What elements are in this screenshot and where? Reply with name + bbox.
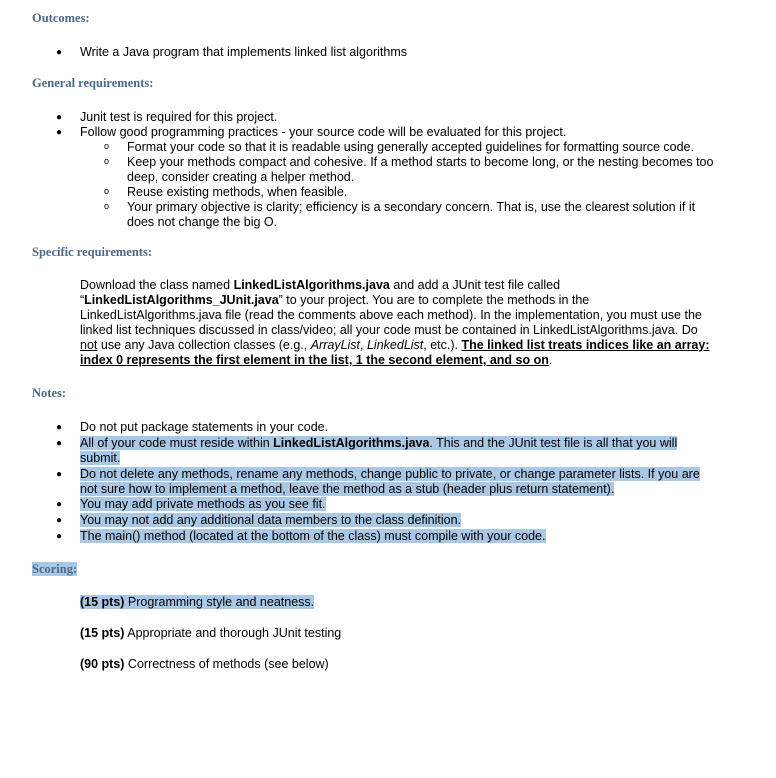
- specific-paragraph-line: linked list techniques discussed in class/video; all your code must be contained in LinkedListAlgorithms.java. Do: [80, 323, 698, 337]
- text: ” to your project. You are to complete the methods in the: [278, 293, 590, 307]
- text: submit.: [80, 451, 121, 465]
- general-subitem: Reuse existing methods, when feasible.: [127, 185, 348, 199]
- bullet-icon: ●: [56, 112, 63, 123]
- class-name: LinkedListAlgorithms.java: [273, 436, 430, 450]
- sub-bullet-icon: o: [104, 141, 110, 151]
- bullet-icon: ●: [56, 515, 63, 526]
- test-file-name: LinkedListAlgorithms_JUnit.java: [84, 293, 279, 307]
- index-rule: index 0 represents the first element in the list, 1 the second element, and so on: [80, 353, 549, 367]
- text: ,: [360, 338, 367, 352]
- general-item: Junit test is required for this project.: [80, 110, 278, 124]
- text: You may add private methods as you see fit.: [80, 497, 326, 511]
- scoring-heading: [32, 562, 77, 577]
- specific-paragraph-line: [80, 293, 589, 308]
- text: .: [548, 353, 553, 367]
- points: (90 pts): [80, 657, 125, 671]
- note-item-continued: [80, 482, 614, 497]
- text: and add a JUnit test file called: [389, 278, 561, 292]
- bullet-icon: ●: [56, 127, 63, 138]
- general-subitem: Format your code so that it is readable using generally accepted guidelines for formatting source code.: [127, 140, 694, 154]
- points: (15 pts): [80, 626, 125, 640]
- text: The main() method (located at the bottom of the class) must compile with your code.: [80, 529, 546, 543]
- scoring-row: [80, 657, 329, 672]
- points: (15 pts): [80, 595, 125, 609]
- bullet-icon: ●: [56, 438, 63, 449]
- outcomes-heading: Outcomes:: [32, 11, 90, 25]
- class-linkedlist: LinkedList: [366, 338, 424, 352]
- specific-paragraph-line: LinkedListAlgorithms.java file (read the comments above each method). In the implementation, you must use the: [80, 308, 702, 322]
- text: . This and the JUnit test file is all that you will: [429, 436, 678, 450]
- specific-paragraph-line: [80, 338, 710, 353]
- text: “: [80, 293, 85, 307]
- bullet-icon: ●: [56, 531, 63, 542]
- note-item: [80, 436, 677, 451]
- bullet-icon: ●: [56, 47, 63, 58]
- note-item: Do not put package statements in your code.: [80, 420, 329, 434]
- criterion: Programming style and neatness.: [124, 595, 315, 609]
- note-item: [80, 529, 546, 544]
- sub-bullet-icon: o: [104, 156, 110, 166]
- criterion: Correctness of methods (see below): [124, 657, 329, 671]
- emphasis-not: not: [80, 338, 98, 352]
- index-rule: The linked list treats indices like an array:: [461, 338, 710, 352]
- scoring-row: [80, 595, 314, 610]
- text: Do not delete any methods, rename any methods, change public to private, or change parameter lists. If you are: [80, 467, 700, 481]
- text: , etc.).: [423, 338, 462, 352]
- general-requirements-heading: General requirements:: [32, 76, 154, 90]
- note-item: [80, 513, 461, 528]
- bullet-icon: ●: [56, 499, 63, 510]
- specific-requirements-heading: Specific requirements:: [32, 245, 153, 259]
- general-subitem-continued: does not change the big O.: [127, 215, 278, 229]
- specific-paragraph-line: [80, 278, 560, 293]
- notes-heading: Notes:: [32, 386, 67, 400]
- class-arraylist: ArrayList: [310, 338, 361, 352]
- bullet-icon: ●: [56, 422, 63, 433]
- note-item-continued: [80, 451, 120, 466]
- sub-bullet-icon: o: [104, 201, 110, 211]
- text: Scoring:: [32, 562, 78, 576]
- scoring-row: [80, 626, 341, 641]
- text: use any Java collection classes (e.g.,: [97, 338, 311, 352]
- note-item: [80, 467, 700, 482]
- text: All of your code must reside within: [80, 436, 274, 450]
- specific-paragraph-line: [80, 353, 552, 368]
- general-item: Follow good programming practices - your source code will be evaluated for this project.: [80, 125, 567, 139]
- general-subitem: Keep your methods compact and cohesive. If a method starts to become long, or the nesting becomes too: [127, 155, 714, 169]
- general-subitem-continued: deep, consider creating a helper method.: [127, 170, 355, 184]
- general-subitem: Your primary objective is clarity; efficiency is a secondary concern. That is, use the clearest solution if it: [127, 200, 696, 214]
- outcome-item: Write a Java program that implements linked list algorithms: [80, 45, 407, 59]
- note-item: [80, 497, 326, 512]
- class-name: LinkedListAlgorithms.java: [233, 278, 390, 292]
- text: not sure how to implement a method, leave the method as a stub (header plus return statement).: [80, 482, 615, 496]
- criterion: Appropriate and thorough JUnit testing: [124, 626, 342, 640]
- sub-bullet-icon: o: [104, 186, 110, 196]
- bullet-icon: ●: [56, 469, 63, 480]
- text: Download the class named: [80, 278, 234, 292]
- text: You may not add any additional data members to the class definition.: [80, 513, 462, 527]
